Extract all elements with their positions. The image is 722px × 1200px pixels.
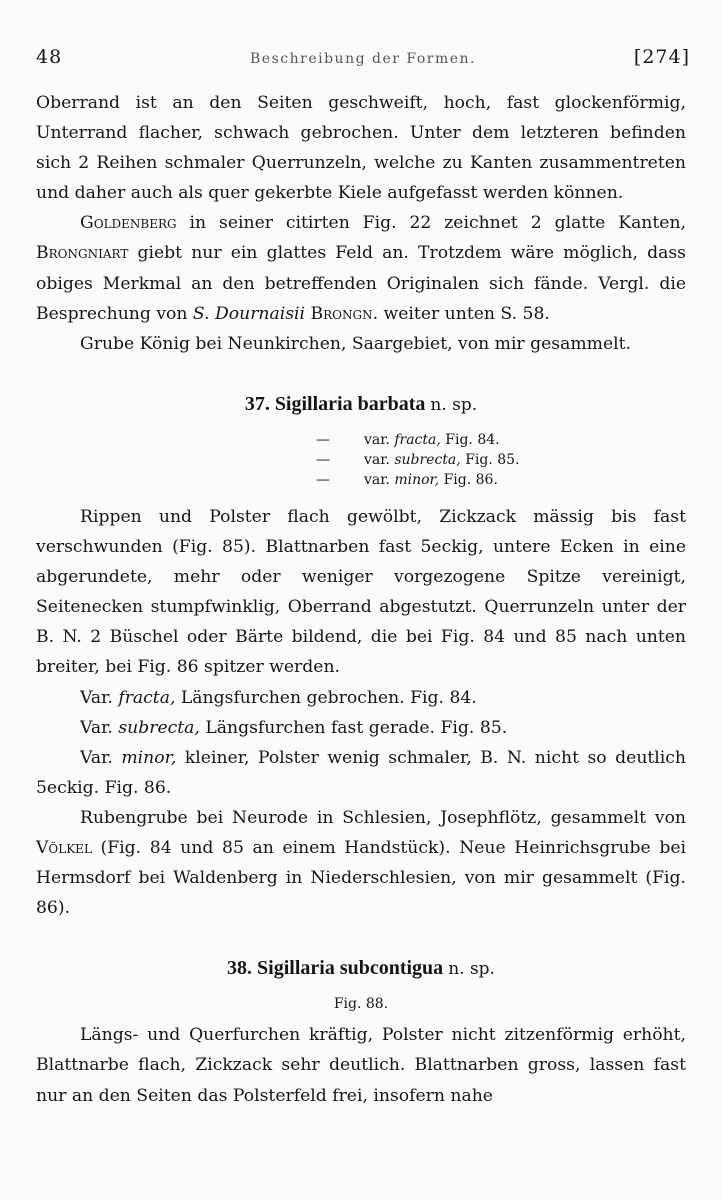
paragraph-description: Rippen und Polster flach gewölbt, Zickzack mässig bis fast verschwunden (Fig. 85). Blattnarben fast 5eckig, untere Ecken in eine abgerundete, mehr oder weniger vorgezogene Spitze vereinigt, Seitenecken stumpfwinklig, Oberrand abgestutzt. Querrunzeln unter der B. N. 2 Büschel oder Bärte bildend, die bei Fig. 84 und 85 nach unten breiter, bei Fig. 86 spitzer werden. [36,506,686,678]
dash: — [316,431,330,448]
paragraph-locality: Grube König bei Neunkirchen, Saargebiet, von mir gesammelt. [80,333,631,354]
body-text [36,88,686,1111]
running-title: Beschreibung der Formen. [250,51,476,67]
paragraph-variety-minor: Var. minor, kleiner, Polster wenig schmaler, B. N. nicht so deutlich 5eckig. Fig. 86. [36,747,686,798]
species-suffix: n. sp. [448,959,495,980]
section-heading-37 [36,389,686,420]
species-suffix: n. sp. [430,394,478,415]
author-goldenberg: Goldenberg [80,213,177,234]
variety-row: — var. subrecta, Fig. 85. [316,451,520,468]
author-brongniart: Brongniart [36,243,129,264]
bracket-page-number: [274] [633,46,690,68]
author-brongn: Brongn. [305,303,379,324]
section-heading-38 [36,953,686,984]
species-title: Sigillaria subcontigua [257,957,444,980]
paragraph-locality-37: Rubengrube bei Neurode in Schlesien, Josephflötz, gesammelt von Völkel (Fig. 84 und 85 an einem Handstück). Neue Heinrichsgrube bei Hermsdorf bei Waldenberg in Niederschlesien, von mir gesammelt (Fig. 86). [36,807,686,919]
paragraph-variety-fracta: Var. fracta, Längsfurchen gebrochen. Fig. 84. [80,687,477,708]
figure-reference: Fig. 88. [333,996,389,1013]
running-header [36,46,690,76]
species-title: Sigillaria barbata [274,392,426,415]
paragraph-continuation: Oberrand ist an den Seiten geschweift, hoch, fast glockenförmig, Unterrand flacher, schwach gebrochen. Unter dem letzteren befinden sich 2 Reihen schmaler Querrunzeln, welche zu Kanten zusammentreten und daher auch als quer gekerbte Kiele aufgefasst werden können. [36,93,686,204]
author-voelkel: Völkel [36,837,92,858]
dash: — [316,451,330,468]
variety-list [36,430,686,490]
paragraph-comparison: Goldenberg in seiner citirten Fig. 22 zeichnet 2 glatte Kanten, Brongniart giebt nur ein glattes Feld an. Trotzdem wäre möglich, dass obiges Merkmal an den betreffenden Originalen sich fände. Vergl. die Besprechung von S. Dournaisii Brongn. weiter unten S. 58. [36,213,686,324]
paragraph-variety-subrecta: Var. subrecta, Längsfurchen fast gerade. Fig. 85. [80,717,508,738]
variety-row: — var. minor, Fig. 86. [316,471,498,488]
dash: — [316,471,330,488]
page-number: 48 [36,46,63,68]
variety-row: — var. fracta, Fig. 84. [316,431,500,448]
section-number: 37. [244,392,270,415]
section-number: 38. [227,957,253,980]
paragraph-description-38: Längs- und Querfurchen kräftig, Polster nicht zitzenförmig erhöht, Blattnarbe flach, Zickzack sehr deutlich. Blattnarben gross, lassen fast nur an den Seiten das Polsterfeld frei, insofern nahe [36,1025,686,1106]
species-name: S. Dournaisii [192,303,306,324]
